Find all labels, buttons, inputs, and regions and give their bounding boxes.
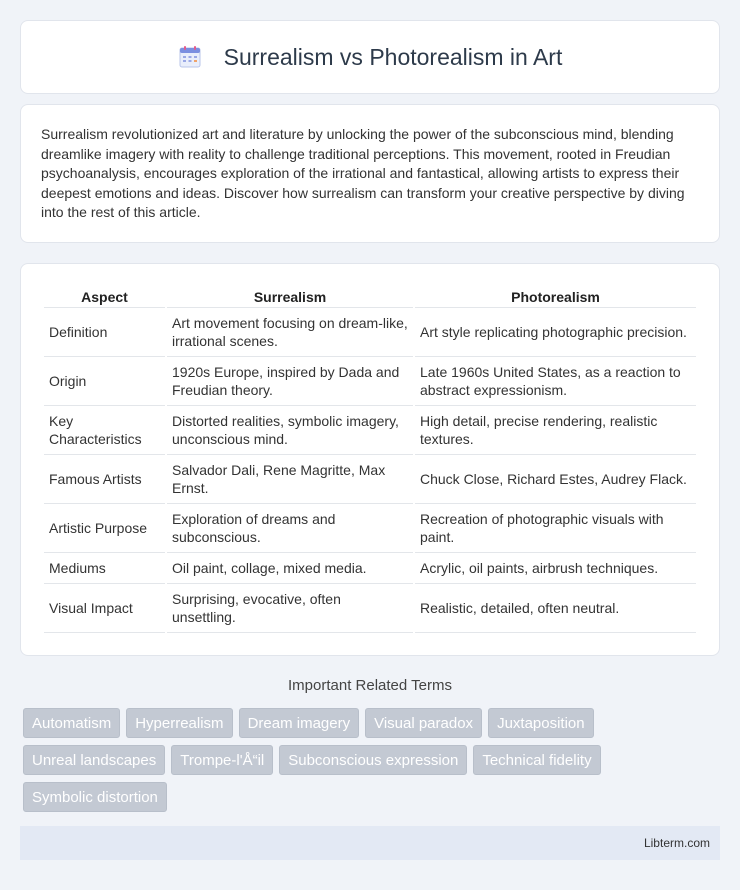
table-cell-aspect: Definition	[44, 308, 165, 357]
table-cell-photorealism: Late 1960s United States, as a reaction to abstract expressionism.	[415, 357, 696, 406]
table-row	[44, 584, 696, 633]
table-cell-photorealism: Chuck Close, Richard Estes, Audrey Flack.	[415, 455, 696, 504]
table-header-row	[44, 284, 696, 308]
table-cell-surrealism: Surprising, evocative, often unsettling.	[167, 584, 413, 633]
related-terms-title: Important Related Terms	[288, 677, 452, 694]
table-cell-aspect: Visual Impact	[44, 584, 165, 633]
table-row	[44, 504, 696, 553]
page-title: Surrealism vs Photorealism in Art	[223, 43, 563, 70]
table-cell-photorealism: Recreation of photographic visuals with paint.	[415, 504, 696, 553]
related-term-tag[interactable]: Unreal landscapes	[23, 745, 165, 775]
table-cell-aspect: Famous Artists	[44, 455, 165, 504]
table-cell-aspect: Mediums	[44, 553, 165, 584]
table-cell-photorealism: Acrylic, oil paints, airbrush techniques.	[415, 553, 696, 584]
table-row	[44, 406, 696, 455]
comparison-table-card	[20, 263, 720, 656]
related-term-tag[interactable]: Subconscious expression	[279, 745, 467, 775]
related-terms-list	[23, 708, 723, 812]
footer	[20, 826, 720, 860]
table-cell-surrealism: Oil paint, collage, mixed media.	[167, 553, 413, 584]
table-cell-surrealism: Salvador Dali, Rene Magritte, Max Ernst.	[167, 455, 413, 504]
table-cell-surrealism: Distorted realities, symbolic imagery, unconscious mind.	[167, 406, 413, 455]
intro-text: Surrealism revolutionized art and literature by unlocking the power of the subconscious mind, blending dreamlike imagery with reality to challenge traditional perceptions. This movement, rooted in Freudian psychoanalysis, encourages exploration of the irrational and fantastical, allowing artists to express their deepest emotions and ideas. Discover how surrealism can transform your creative perspective by diving into the rest of this article.	[41, 126, 685, 221]
intro-card	[20, 104, 720, 243]
table-row	[44, 553, 696, 584]
table-cell-surrealism: Exploration of dreams and subconscious.	[167, 504, 413, 553]
table-cell-photorealism: High detail, precise rendering, realistic textures.	[415, 406, 696, 455]
table-row	[44, 357, 696, 406]
table-row	[44, 308, 696, 357]
related-term-tag[interactable]: Visual paradox	[365, 708, 482, 738]
related-term-tag[interactable]: Automatism	[23, 708, 120, 738]
column-header-aspect: Aspect	[44, 284, 165, 308]
table-cell-surrealism: Art movement focusing on dream-like, irrational scenes.	[167, 308, 413, 357]
table-cell-photorealism: Realistic, detailed, often neutral.	[415, 584, 696, 633]
related-term-tag[interactable]: Hyperrealism	[126, 708, 232, 738]
column-header-photorealism: Photorealism	[415, 284, 696, 308]
related-term-tag[interactable]: Trompe-l'Å“il	[171, 745, 273, 775]
table-cell-aspect: Artistic Purpose	[44, 504, 165, 553]
related-term-tag[interactable]: Technical fidelity	[473, 745, 600, 775]
footer-site-link[interactable]: Libterm.com	[643, 836, 710, 850]
related-term-tag[interactable]: Symbolic distortion	[23, 782, 167, 812]
table-cell-surrealism: 1920s Europe, inspired by Dada and Freudian theory.	[167, 357, 413, 406]
table-cell-aspect: Key Characteristics	[44, 406, 165, 455]
related-term-tag[interactable]: Dream imagery	[239, 708, 360, 738]
comparison-table	[42, 284, 698, 633]
column-header-surrealism: Surrealism	[167, 284, 413, 308]
header-card	[20, 20, 720, 94]
table-cell-photorealism: Art style replicating photographic precision.	[415, 308, 696, 357]
related-term-tag[interactable]: Juxtaposition	[488, 708, 594, 738]
table-row	[44, 455, 696, 504]
table-cell-aspect: Origin	[44, 357, 165, 406]
calendar-icon	[178, 45, 202, 69]
